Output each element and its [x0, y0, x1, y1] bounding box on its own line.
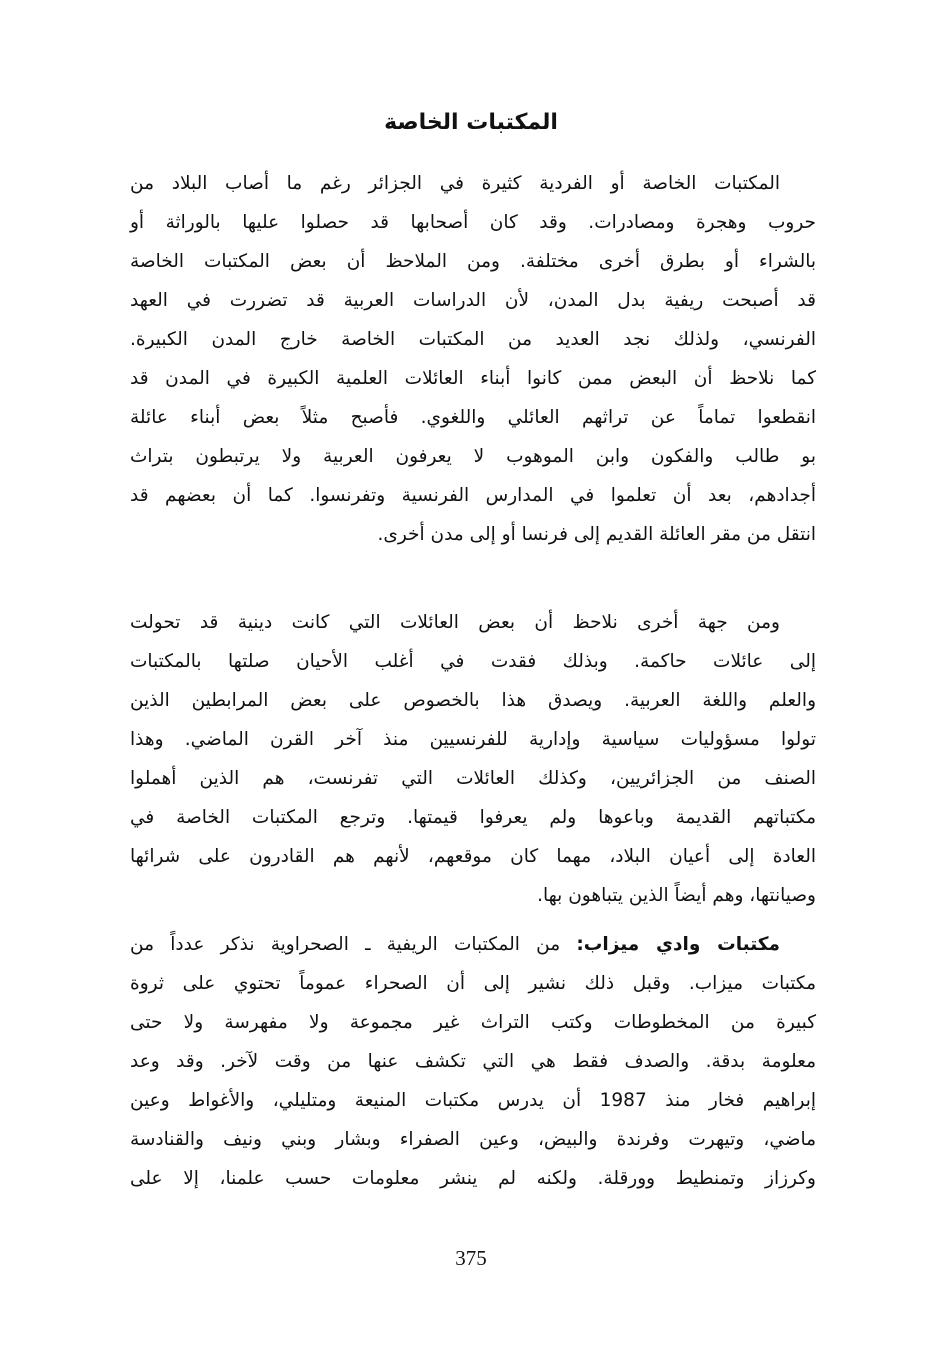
paragraph-line: والعلم واللغة العربية. ويصدق هذا بالخصوص على بعض المرابطين الذين: [130, 690, 816, 711]
paragraph-line: بو طالب والفكون وابن الموهوب لا يعرفون العربية ولا يرتبطون بتراث: [130, 446, 816, 467]
paragraph-line: كما نلاحظ أن البعض ممن كانوا أبناء العائلات العلمية الكبيرة في المدن قد: [130, 368, 816, 389]
paragraph-line: إلى عائلات حاكمة. وبذلك فقدت في أغلب الأحيان صلتها بالمكتبات: [130, 651, 816, 672]
paragraph-line: كبيرة من المخطوطات وكتب التراث غير مجموعة ولا مفهرسة ولا حتى: [130, 1012, 816, 1033]
paragraph-line: إبراهيم فخار منذ 1987 أن يدرس مكتبات المنيعة ومتليلي، والأغواط وعين: [130, 1090, 816, 1111]
paragraph-line: حروب وهجرة ومصادرات. وقد كان أصحابها قد حصلوا عليها بالوراثة أو: [130, 212, 816, 233]
paragraph-line: المكتبات الخاصة أو الفردية كثيرة في الجزائر رغم ما أصاب البلاد من: [130, 173, 780, 194]
paragraph-line: انتقل من مقر العائلة القديم إلى فرنسا أو إلى مدن أخرى.: [377, 524, 816, 545]
paragraph-line: الصنف من الجزائريين، وكذلك العائلات التي تفرنست، هم الذين أهملوا: [130, 768, 816, 789]
paragraph-line: تولوا مسؤوليات سياسية وإدارية للفرنسيين منذ آخر القرن الماضي. وهذا: [130, 729, 816, 750]
paragraph-line: الفرنسي، ولذلك نجد العديد من المكتبات الخاصة خارج المدن الكبيرة.: [130, 329, 816, 350]
inline-heading-mzab: مكتبات وادي ميزاب:: [576, 934, 780, 955]
paragraph-line: مكتبات ميزاب. وقبل ذلك نشير إلى أن الصحراء عموماً تحتوي على ثروة: [130, 973, 816, 994]
paragraph-line: مكتباتهم القديمة وباعوها ولم يعرفوا قيمتها. وترجع المكتبات الخاصة في: [130, 807, 816, 828]
page-number: 375: [455, 1246, 487, 1270]
paragraph-line: قد أصبحت ريفية بدل المدن، لأن الدراسات العربية قد تضررت في العهد: [130, 290, 816, 311]
line-text: من المكتبات الريفية ـ الصحراوية نذكر عدداً من: [130, 934, 561, 955]
paragraph-line: وكرزاز وتمنطيط وورقلة. ولكنه لم ينشر معلومات حسب علمنا، إلا على: [130, 1168, 816, 1189]
paragraph-line: ومن جهة أخرى نلاحظ أن بعض العائلات التي كانت دينية قد تحولت: [130, 612, 780, 633]
paragraph-line: [130, 927, 816, 963]
paragraph-line: العادة إلى أعيان البلاد، مهما كان موقعهم، لأنهم هم القادرون على شرائها: [130, 846, 816, 867]
paragraph-line: أجدادهم، بعد أن تعلموا في المدارس الفرنسية وتفرنسوا. كما أن بعضهم قد: [130, 485, 816, 506]
paragraph-line: معلومة بدقة. والصدف فقط هي التي تكشف عنها من وقت لآخر. وقد وعد: [130, 1051, 816, 1072]
paragraph-line: انقطعوا تماماً عن تراثهم العائلي واللغوي. فأصبح مثلاً بعض أبناء عائلة: [130, 407, 816, 428]
paragraph-line: ماضي، وتيهرت وفرندة والبيض، وعين الصفراء وبشار وبني ونيف والقنادسة: [130, 1129, 816, 1150]
paragraph-line: وصيانتها، وهم أيضاً الذين يتباهون بها.: [537, 885, 816, 906]
paragraph-line: بالشراء أو بطرق أخرى مختلفة. ومن الملاحظ أن بعض المكتبات الخاصة: [130, 251, 816, 272]
section-title: المكتبات الخاصة: [384, 110, 558, 135]
